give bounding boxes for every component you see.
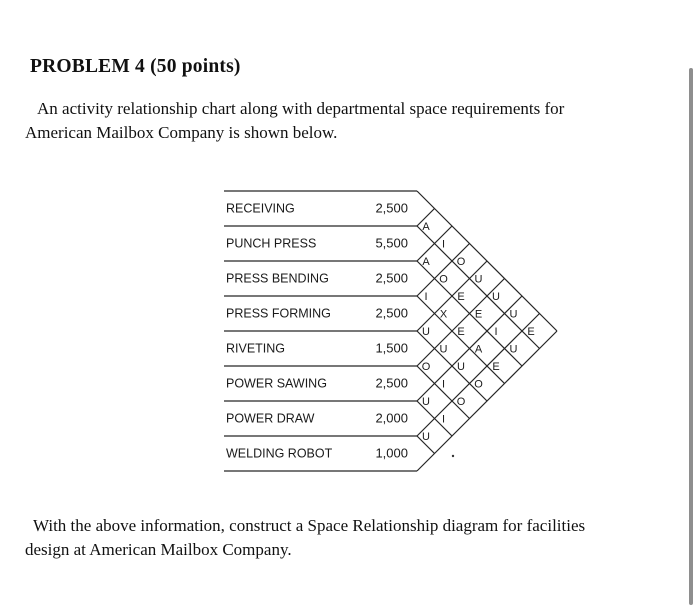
relationship-code: U <box>422 431 430 443</box>
intro-line-1: An activity relationship chart along with departmental space requirements for <box>37 99 565 118</box>
relationship-code: I <box>441 238 446 251</box>
relationship-code: I <box>424 291 428 303</box>
relationship-code: U <box>509 308 518 321</box>
relationship-code: A <box>474 343 483 356</box>
department-area: 2,500 <box>375 375 408 391</box>
department-name: WELDING ROBOT <box>226 446 333 461</box>
relationship-code: U <box>492 291 500 303</box>
department-name: PRESS FORMING <box>226 306 331 321</box>
diagonal-line-rising <box>417 314 540 437</box>
department-name: PRESS BENDING <box>226 271 329 286</box>
department-area: 2,500 <box>375 305 408 321</box>
department-name: RIVETING <box>226 341 286 356</box>
department-area: 5,500 <box>375 235 408 251</box>
relationship-code: O <box>456 256 466 268</box>
relationship-code: E <box>492 361 500 373</box>
scrollbar[interactable] <box>689 68 693 605</box>
relationship-code: U <box>474 273 483 286</box>
relationship-code: O <box>421 361 431 373</box>
relationship-code: E <box>527 326 535 338</box>
department-area: 1,000 <box>375 445 408 461</box>
department-area: 2,000 <box>375 410 408 426</box>
chart-grid-lines <box>224 191 557 471</box>
diagonal-line-falling <box>417 366 470 419</box>
relationship-code: O <box>439 273 448 286</box>
department-area: 2,500 <box>375 200 408 216</box>
department-name: RECEIVING <box>226 201 295 216</box>
relationship-code: A <box>422 221 430 233</box>
outro-line-1: With the above information, construct a Space Relationship diagram for facilities <box>33 516 586 535</box>
department-area: 2,500 <box>375 270 408 286</box>
relationship-code: U <box>422 326 430 338</box>
intro-line-2: American Mailbox Company is shown below. <box>25 123 338 142</box>
outro-line-2: design at American Mailbox Company. <box>25 540 292 559</box>
department-name: POWER SAWING <box>226 376 327 391</box>
relationship-code: X <box>439 308 448 321</box>
relationship-code: U <box>509 343 518 356</box>
diagonal-line-falling <box>417 226 540 349</box>
department-name: PUNCH PRESS <box>226 236 317 251</box>
relationship-code: A <box>422 256 430 268</box>
department-name: POWER DRAW <box>226 411 315 426</box>
relationship-code: E <box>474 308 483 321</box>
relationship-code: E <box>457 291 465 303</box>
stray-dot <box>452 455 454 457</box>
diagonal-line-rising <box>417 244 470 297</box>
outro-paragraph <box>25 514 680 562</box>
relationship-code: U <box>457 361 465 373</box>
relationship-code: I <box>441 378 446 391</box>
problem-title: PROBLEM 4 (50 points) <box>30 56 241 77</box>
relationship-code: U <box>422 396 430 408</box>
relationship-code: I <box>441 413 446 426</box>
relationship-code: O <box>474 378 483 391</box>
relationship-code: O <box>456 396 466 408</box>
relationship-code: I <box>494 326 498 338</box>
relationship-code: E <box>457 326 465 338</box>
relationship-code: U <box>439 343 448 356</box>
department-area: 1,500 <box>375 340 408 356</box>
